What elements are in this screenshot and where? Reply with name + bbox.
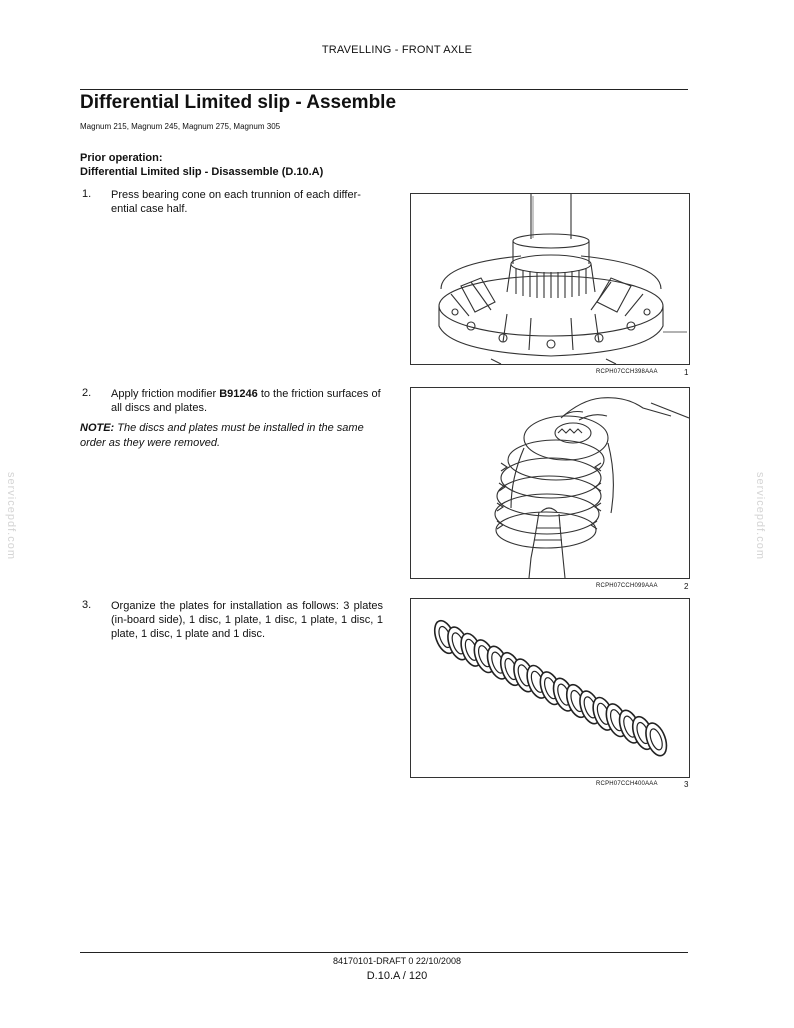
figure-3-number: 3 (684, 780, 689, 789)
figure-1-code: RCPH07CCH398AAA (596, 369, 658, 375)
figure-1-number: 1 (684, 368, 689, 377)
figure-2-drawing (411, 388, 689, 578)
model-list: Magnum 215, Magnum 245, Magnum 275, Magnum 305 (80, 122, 281, 131)
step-3-text: Organize the plates for installation as follows: 3 plates (in-board side), 1 disc, 1 plate, 1 disc, 1 plate, 1 disc, 1 plate, 1 disc, 1 plate and 1 disc. (111, 600, 383, 640)
page-title: Differential Limited slip - Assemble (80, 92, 397, 113)
figure-2-number: 2 (684, 582, 689, 591)
page-number: D.10.A / 120 (366, 970, 428, 982)
running-header: TRAVELLING - FRONT AXLE (321, 44, 473, 56)
step-2-text-after: to the friction surfaces of all discs and plates. (111, 388, 381, 414)
figure-3-plates-row (410, 598, 690, 778)
step-1-number: 1. (82, 188, 92, 200)
watermark-right: servicepdf.com (753, 472, 766, 560)
part-number: B91246 (219, 388, 258, 400)
step-1-text: Press bearing cone on each trunnion of each differ-ential case half. (111, 189, 361, 215)
footer-rule (80, 952, 688, 953)
step-2-text (111, 387, 383, 415)
figure-1-differential-case (410, 193, 690, 365)
step-3-number: 3. (82, 599, 92, 611)
figure-2-disc-stack (410, 387, 690, 579)
figure-3-code: RCPH07CCH400AAA (596, 781, 658, 787)
figure-1-drawing (411, 194, 689, 364)
document-id: 84170101-DRAFT 0 22/10/2008 (333, 956, 461, 966)
figure-3-drawing (411, 599, 689, 777)
header-rule (80, 89, 688, 90)
step-2-text-before: Apply friction modifier (111, 388, 220, 400)
watermark-left: servicepdf.com (4, 472, 17, 560)
prior-operation-link[interactable]: Differential Limited slip - Disassemble (D.10.A) (80, 166, 324, 178)
step-2-number: 2. (82, 387, 92, 399)
note-label: NOTE: (80, 422, 115, 434)
prior-operation-heading: Prior operation: (80, 152, 163, 164)
note (80, 421, 384, 451)
note-text: The discs and plates must be installed in the same order as they were removed. (80, 422, 364, 449)
figure-2-code: RCPH07CCH099AAA (596, 583, 658, 589)
